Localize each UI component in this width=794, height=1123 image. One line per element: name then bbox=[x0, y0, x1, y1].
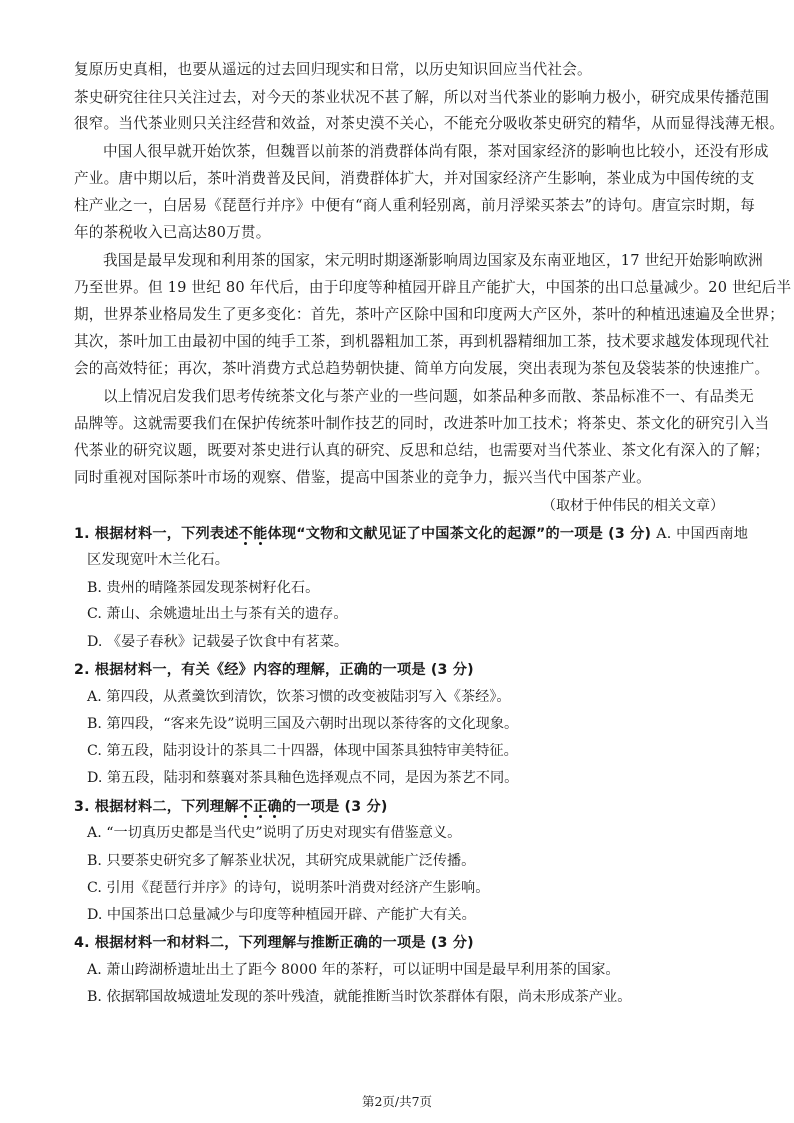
option-a: A. 中国西南地 bbox=[656, 526, 749, 542]
passage-line: 中国人很早就开始饮茶，但魏晋以前茶的消费群体尚有限，茶对国家经济的影响也比较小，还没有形成 bbox=[103, 143, 769, 160]
passage-line: 茶史研究往往只关注过去，对今天的茶业状况不甚了解，所以对当代茶业的影响力极小，研究成果传播范围 bbox=[74, 89, 770, 106]
passage-line: 很窄。当代茶业则只关注经营和效益，对茶史漠不关心，不能充分吸收茶史研究的精华，从而显得浅薄无根。 bbox=[74, 115, 785, 132]
passage-line: 年的茶税收入已高达80万贯。 bbox=[74, 224, 271, 241]
option-a: A. 第四段，从煮羹饮到清饮，饮茶习惯的改变被陆羽写入《茶经》。 bbox=[87, 689, 511, 705]
option-c: C. 萧山、余姚遗址出土与茶有关的遗存。 bbox=[87, 606, 348, 622]
question-4-stem: 4. 根据材料一和材料二，下列理解与推断正确的一项是 (3 分) bbox=[74, 935, 474, 951]
passage-line: 代茶业的研究议题，既要对茶史进行认真的研究、反思和总结，也需要对当代茶业、茶文化有深入的了解； bbox=[74, 442, 770, 459]
passage-line: 以上情况启发我们思考传统茶文化与茶产业的一些问题，如茶品种多而散、茶品标准不一、有品类无 bbox=[103, 388, 754, 405]
option-a: A. “一切真历史都是当代史”说明了历史对现实有借鉴意义。 bbox=[87, 825, 462, 841]
option-b: B. 只要茶史研究多了解茶业状况，其研究成果就能广泛传播。 bbox=[87, 853, 476, 869]
passage-line: 同时重视对国际茶叶市场的观察、借鉴，提高中国茶业的竞争力，振兴当代中国茶产业。 bbox=[74, 469, 651, 486]
passage-line: 会的高效特征；再次，茶叶消费方式总趋势朝快捷、简单方向发展，突出表现为茶包及袋装茶的快速推广。 bbox=[74, 360, 770, 377]
passage-line: 柱产业之一，白居易《琵琶行并序》中便有“商人重利轻别离，前月浮梁买茶去”的诗句。唐宣宗时期，每 bbox=[74, 197, 756, 214]
question-3-stem: 3. 根据材料二，下列理解不正确的一项是 (3 分) bbox=[74, 799, 388, 815]
page-number: 第2页/共7页 bbox=[361, 1094, 433, 1109]
passage-line: 产业。唐中期以后，茶叶消费普及民间，消费群体扩大，并对国家经济产生影响，茶业成为中国传统的支 bbox=[74, 170, 755, 187]
emphasis-dot-char: 不 bbox=[238, 526, 254, 542]
option-d: D. 第五段，陆羽和蔡襄对茶具釉色选择观点不同，是因为茶艺不同。 bbox=[87, 770, 519, 786]
option-a: A. 萧山跨湖桥遗址出土了距今 8000 年的茶籽，可以证明中国是最早利用茶的国家。 bbox=[87, 962, 620, 978]
emphasis-dot-char: 正 bbox=[253, 799, 268, 815]
passage-line: 期，世界茶业格局发生了更多变化：首先，茶叶产区除中国和印度两大产区外，茶叶的种植迅速遍及全世界； bbox=[74, 306, 785, 323]
option-d: D. 中国茶出口总量减少与印度等种植园开辟、产能扩大有关。 bbox=[87, 907, 476, 923]
source-citation: （取材于仲伟民的相关文章） bbox=[542, 498, 724, 514]
question-2-stem: 2. 根据材料一，有关《经》内容的理解，正确的一项是 (3 分) bbox=[74, 662, 474, 678]
option-b: B. 依据郓国故城遗址发现的茶叶残渣，就能推断当时饮茶群体有限，尚未形成茶产业。 bbox=[87, 989, 632, 1005]
option-c: C. 引用《琵琶行并序》的诗句，说明茶叶消费对经济产生影响。 bbox=[87, 880, 490, 896]
emphasis-dot-char: 确 bbox=[267, 799, 282, 815]
passage-line: 其次，茶叶加工由最初中国的纯手工茶，到机器粗加工茶，再到机器精细加工茶，技术要求越发体现现代社 bbox=[74, 333, 770, 350]
option-d: D. 《晏子春秋》记载晏子饮食中有茗菜。 bbox=[87, 634, 349, 650]
emphasis-dot-char: 能 bbox=[253, 526, 268, 542]
passage-line: 复原历史真相，也要从遥远的过去回归现实和日常，以历史知识回应当代社会。 bbox=[74, 61, 592, 78]
option-a-continued: 区发现宽叶木兰化石。 bbox=[87, 552, 229, 568]
question-1-stem: 1. 根据材料一，下列表述不能体现“文物和文献见证了中国茶文化的起源”的一项是 (3 分) A. 中国西南地 bbox=[74, 526, 749, 542]
passage-line: 我国是最早发现和利用茶的国家，宋元明时期逐渐影响周边国家及东南亚地区，17 世纪开始影响欧洲 bbox=[103, 252, 763, 269]
passage-line: 乃至世界。但 19 世纪 80 年代后，由于印度等种植园开辟且产能扩大，中国茶的出口总量减少。20 世纪后半 bbox=[74, 279, 792, 296]
passage-line: 品牌等。这就需要我们在保护传统茶叶制作技艺的同时，改进茶叶加工技术；将茶史、茶文化的研究引入当 bbox=[74, 415, 770, 432]
option-b: B. 贵州的晴隆茶园发现茶树籽化石。 bbox=[87, 580, 320, 596]
option-c: C. 第五段，陆羽设计的茶具二十四器，体现中国茶具独特审美特征。 bbox=[87, 743, 518, 759]
option-b: B. 第四段，“客来先设”说明三国及六朝时出现以茶待客的文化现象。 bbox=[87, 716, 519, 732]
emphasis-dot-char: 不 bbox=[238, 799, 254, 815]
